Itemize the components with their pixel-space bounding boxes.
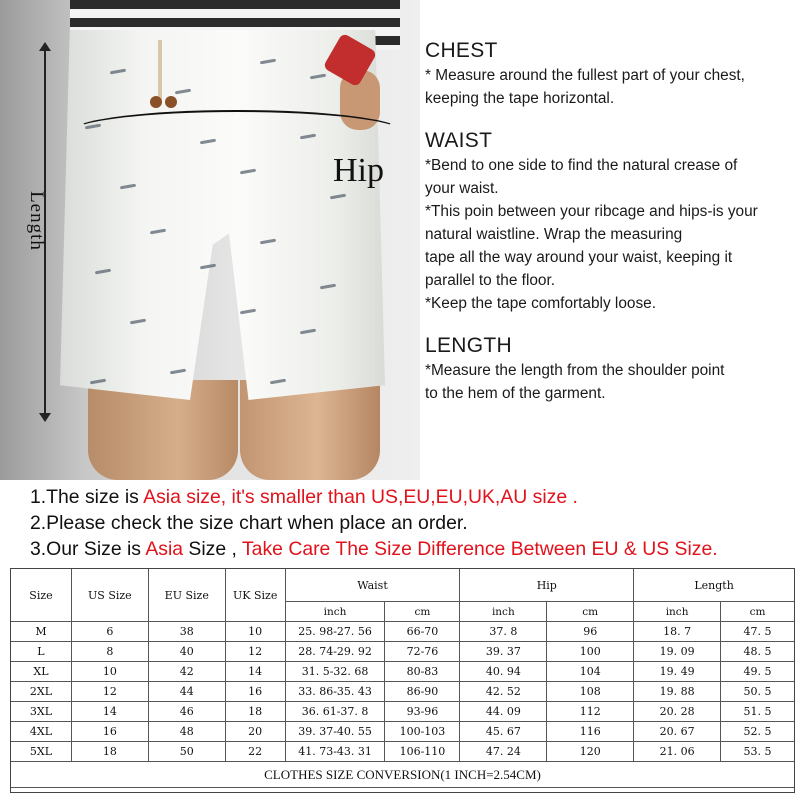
table-cell-size: 3XL xyxy=(11,702,72,722)
table-cell-len-in: 18. 7 xyxy=(634,622,721,642)
header-size: Size xyxy=(11,569,72,622)
table-cell-size: M xyxy=(11,622,72,642)
table-cell-hip-cm: 100 xyxy=(547,642,634,662)
length-line: to the hem of the garment. xyxy=(425,385,606,402)
table-cell-len-cm: 48. 5 xyxy=(721,642,795,662)
note-line-2 xyxy=(30,510,800,536)
subheader-inch: inch xyxy=(285,602,385,622)
table-cell-waist-cm: 80-83 xyxy=(385,662,460,682)
table-cell-len-in: 19. 49 xyxy=(634,662,721,682)
table-cell-hip-cm: 96 xyxy=(547,622,634,642)
hip-measure-curve xyxy=(70,110,404,154)
waist-line: parallel to the floor. xyxy=(425,272,556,289)
size-notes xyxy=(30,484,800,562)
table-cell-waist-in: 39. 37-40. 55 xyxy=(285,722,385,742)
table-cell-us: 14 xyxy=(71,702,148,722)
hip-label: Hip xyxy=(333,152,384,189)
header-eu-size: EU Size xyxy=(148,569,225,622)
chest-heading: CHEST xyxy=(425,39,498,62)
table-cell-waist-in: 41. 73-43. 31 xyxy=(285,742,385,762)
table-cell-eu: 50 xyxy=(148,742,225,762)
table-cell-len-cm: 49. 5 xyxy=(721,662,795,682)
header-waist: Waist xyxy=(285,569,460,602)
waist-heading: WAIST xyxy=(425,129,493,152)
table-row xyxy=(11,722,795,742)
measurement-guide xyxy=(425,38,795,423)
chest-line: keeping the tape horizontal. xyxy=(425,90,615,107)
drawstring-cord xyxy=(158,40,162,100)
table-cell-hip-cm: 120 xyxy=(547,742,634,762)
waist-line: *Keep the tape comfortably loose. xyxy=(425,295,657,312)
table-cell-uk: 14 xyxy=(225,662,285,682)
table-cell-uk: 12 xyxy=(225,642,285,662)
length-label: Length xyxy=(26,191,47,251)
table-row xyxy=(11,702,795,722)
subheader-cm: cm xyxy=(547,602,634,622)
table-cell-len-cm: 52. 5 xyxy=(721,722,795,742)
table-cell-eu: 44 xyxy=(148,682,225,702)
note-warning-text: Asia size, it's smaller than US,EU,EU,UK,AU size . xyxy=(143,486,578,508)
product-photo xyxy=(0,0,420,480)
table-cell-waist-in: 28. 74-29. 92 xyxy=(285,642,385,662)
note-line-1 xyxy=(30,484,800,510)
table-cell-uk: 10 xyxy=(225,622,285,642)
length-heading: LENGTH xyxy=(425,334,512,357)
table-cell-hip-cm: 108 xyxy=(547,682,634,702)
table-cell-waist-cm: 86-90 xyxy=(385,682,460,702)
waist-line: tape all the way around your waist, keeping it xyxy=(425,249,733,266)
table-row xyxy=(11,682,795,702)
waist-line: natural waistline. Wrap the measuring xyxy=(425,226,683,243)
table-cell-hip-in: 37. 8 xyxy=(460,622,547,642)
table-cell-us: 12 xyxy=(71,682,148,702)
table-cell-size: 4XL xyxy=(11,722,72,742)
chest-section xyxy=(425,38,795,110)
note-text: 2.Please check the size chart when place an order. xyxy=(30,512,468,534)
table-cell-len-cm: 53. 5 xyxy=(721,742,795,762)
table-cell-eu: 40 xyxy=(148,642,225,662)
waist-line: *This poin between your ribcage and hips-is your xyxy=(425,203,758,220)
table-cell-size: 2XL xyxy=(11,682,72,702)
table-cell-waist-cm: 100-103 xyxy=(385,722,460,742)
table-row xyxy=(11,642,795,662)
table-cell-size: L xyxy=(11,642,72,662)
subheader-cm: cm xyxy=(385,602,460,622)
waist-line: your waist. xyxy=(425,180,499,197)
header-uk-size: UK Size xyxy=(225,569,285,622)
note-text: Size , xyxy=(183,538,242,560)
note-text: 3.Our Size is xyxy=(30,538,146,560)
length-arrow-down-icon xyxy=(39,413,51,422)
table-cell-waist-in: 25. 98-27. 56 xyxy=(285,622,385,642)
header-length: Length xyxy=(634,569,795,602)
table-cell-len-in: 19. 09 xyxy=(634,642,721,662)
table-cell-len-in: 19. 88 xyxy=(634,682,721,702)
table-cell-len-in: 20. 67 xyxy=(634,722,721,742)
table-header-row xyxy=(11,569,795,602)
table-row xyxy=(11,622,795,642)
table-cell-waist-cm: 66-70 xyxy=(385,622,460,642)
subheader-cm: cm xyxy=(721,602,795,622)
note-line-3 xyxy=(30,536,800,562)
table-cell-hip-in: 42. 52 xyxy=(460,682,547,702)
table-cell-hip-in: 45. 67 xyxy=(460,722,547,742)
drawstring-bead xyxy=(165,96,177,108)
header-hip: Hip xyxy=(460,569,634,602)
table-cell-hip-in: 39. 37 xyxy=(460,642,547,662)
note-text: 1.The size is xyxy=(30,486,144,508)
drawstring-bead xyxy=(150,96,162,108)
table-cell-len-in: 20. 28 xyxy=(634,702,721,722)
waist-line: *Bend to one side to find the natural crease of xyxy=(425,157,738,174)
table-cell-waist-in: 36. 61-37. 8 xyxy=(285,702,385,722)
chest-line: * Measure around the fullest part of your chest, xyxy=(425,67,745,84)
table-cell-eu: 42 xyxy=(148,662,225,682)
table-cell-hip-in: 40. 94 xyxy=(460,662,547,682)
header-us-size: US Size xyxy=(71,569,148,622)
length-line: *Measure the length from the shoulder point xyxy=(425,362,725,379)
table-cell-hip-cm: 112 xyxy=(547,702,634,722)
table-cell-uk: 22 xyxy=(225,742,285,762)
table-cell-waist-in: 33. 86-35. 43 xyxy=(285,682,385,702)
table-cell-waist-in: 31. 5-32. 68 xyxy=(285,662,385,682)
table-cell-len-cm: 50. 5 xyxy=(721,682,795,702)
table-cell-len-cm: 51. 5 xyxy=(721,702,795,722)
table-cell-eu: 38 xyxy=(148,622,225,642)
table-cell-hip-in: 47. 24 xyxy=(460,742,547,762)
table-cell-size: XL xyxy=(11,662,72,682)
table-cell-us: 16 xyxy=(71,722,148,742)
table-cell-size: 5XL xyxy=(11,742,72,762)
table-cell-hip-cm: 116 xyxy=(547,722,634,742)
table-cell-uk: 16 xyxy=(225,682,285,702)
conversion-note: CLOTHES SIZE CONVERSION(1 INCH=2.54CM) xyxy=(11,762,795,788)
table-row xyxy=(11,742,795,762)
note-warning-text: Asia xyxy=(145,538,184,560)
table-cell-len-cm: 47. 5 xyxy=(721,622,795,642)
table-cell-us: 6 xyxy=(71,622,148,642)
table-cell-eu: 46 xyxy=(148,702,225,722)
size-chart-table xyxy=(10,568,795,788)
table-cell-len-in: 21. 06 xyxy=(634,742,721,762)
note-warning-text: Take Care The Size Difference Between EU & US Size. xyxy=(241,538,718,560)
waist-section xyxy=(425,128,795,315)
subheader-inch: inch xyxy=(460,602,547,622)
table-cell-us: 10 xyxy=(71,662,148,682)
table-row xyxy=(11,662,795,682)
table-cell-hip-cm: 104 xyxy=(547,662,634,682)
subheader-inch: inch xyxy=(634,602,721,622)
table-cell-waist-cm: 106-110 xyxy=(385,742,460,762)
length-section xyxy=(425,333,795,405)
table-cell-uk: 18 xyxy=(225,702,285,722)
table-cell-us: 8 xyxy=(71,642,148,662)
table-cell-us: 18 xyxy=(71,742,148,762)
table-footer-row xyxy=(11,762,795,788)
table-cell-waist-cm: 72-76 xyxy=(385,642,460,662)
table-cell-hip-in: 44. 09 xyxy=(460,702,547,722)
table-cell-uk: 20 xyxy=(225,722,285,742)
table-cell-eu: 48 xyxy=(148,722,225,742)
table-cell-waist-cm: 93-96 xyxy=(385,702,460,722)
